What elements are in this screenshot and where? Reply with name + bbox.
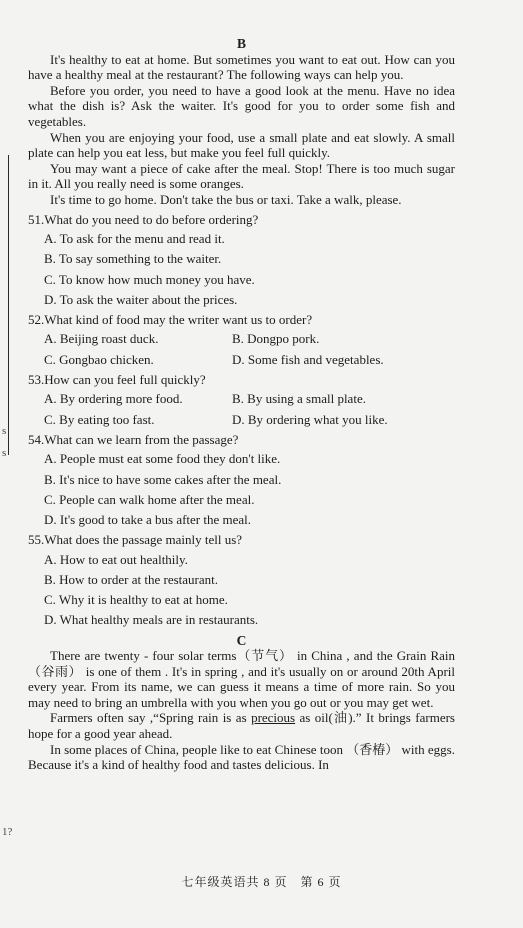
question-54 xyxy=(28,432,455,528)
answer-option: A. To ask for the menu and read it. xyxy=(44,231,225,247)
answer-option: D. Some fish and vegetables. xyxy=(232,351,384,367)
question-stem: 52.What kind of food may the writer want us to order? xyxy=(28,311,313,327)
answer-option: A. By ordering more food. xyxy=(44,391,183,407)
question-stem: 51.What do you need to do before ordering? xyxy=(28,211,259,227)
answer-option: B. By using a small plate. xyxy=(232,391,366,407)
section-b-heading: B xyxy=(236,36,246,51)
left-margin-line xyxy=(8,155,9,455)
page-footer: 七年级英语共 8 页 第 6 页 xyxy=(181,875,342,889)
answer-option: A. People must eat some food they don't like. xyxy=(44,451,281,467)
section-c-heading: C xyxy=(236,632,247,648)
passage-paragraph: In some places of China, people like to eat Chinese toon （香椿） with eggs. Because it's a kind of healthy food and tastes delicious. In xyxy=(28,741,455,773)
answer-option: B. It's nice to have some cakes after the meal. xyxy=(44,471,282,487)
answer-option: D. What healthy meals are in restaurants. xyxy=(44,612,259,628)
passage-paragraph: Before you order, you need to have a good look at the menu. Have no idea what the dish is? Ask the waiter. It's good for you to order some fish and vegetables. xyxy=(28,82,455,129)
question-stem: 54.What can we learn from the passage? xyxy=(28,431,239,447)
question-55 xyxy=(28,532,455,628)
answer-option: A. Beijing roast duck. xyxy=(44,331,159,347)
answer-option: C. To know how much money you have. xyxy=(44,271,255,287)
question-52 xyxy=(28,312,455,367)
answer-option: B. How to order at the restaurant. xyxy=(44,571,219,587)
question-stem: 53.How can you feel full quickly? xyxy=(28,371,206,387)
passage-paragraph xyxy=(28,710,455,741)
section-c xyxy=(28,633,455,773)
question-53 xyxy=(28,372,455,427)
edge-mark: s xyxy=(2,447,7,459)
answer-option: C. Gongbao chicken. xyxy=(44,351,154,367)
reading-document xyxy=(28,36,455,773)
question-51 xyxy=(28,212,455,308)
underlined-word: precious xyxy=(251,710,296,726)
edge-mark: 1? xyxy=(2,826,13,838)
answer-option: D. To ask the waiter about the prices. xyxy=(44,291,238,307)
answer-option: C. People can walk home after the meal. xyxy=(44,491,255,507)
answer-option: C. By eating too fast. xyxy=(44,411,155,427)
section-b xyxy=(28,36,455,628)
answer-option: D. By ordering what you like. xyxy=(232,411,388,427)
answer-option: C. Why it is healthy to eat at home. xyxy=(44,592,228,608)
quote-text: Farmers often say ,“Spring rain is as xyxy=(50,710,252,726)
passage-paragraph: You may want a piece of cake after the meal. Stop! There is too much sugar in it. All you really need is some oranges. xyxy=(28,160,455,192)
passage-paragraph: It's healthy to eat at home. But sometimes you want to eat out. How can you have a healthy meal at the restaurant? The following ways can help you. xyxy=(28,51,455,83)
answer-option: B. To say something to the waiter. xyxy=(44,251,222,267)
passage-paragraph: It's time to go home. Don't take the bus or taxi. Take a walk, please. xyxy=(50,191,402,207)
passage-paragraph: When you are enjoying your food, use a small plate and eat slowly. A small plate can help you eat less, but make you feel full quickly. xyxy=(28,129,455,161)
edge-mark: s xyxy=(2,425,7,437)
answer-option: D. It's good to take a bus after the meal. xyxy=(44,511,252,527)
passage-paragraph: There are twenty - four solar terms（节气） in China , and the Grain Rain（谷雨） is one of them . It's in spring , and it's usually on or around 20th April every year. From its name, we can guess it means a time of more rain. So you may need to bring an umbrella with you when you go out or you may get wet. xyxy=(28,648,455,710)
question-stem: 55.What does the passage mainly tell us? xyxy=(28,532,243,548)
quote-text: as oil(油).” It brings farmers hope for a good year ahead. xyxy=(28,710,455,742)
answer-option: B. Dongpo pork. xyxy=(232,331,320,347)
answer-option: A. How to eat out healthily. xyxy=(44,551,188,567)
